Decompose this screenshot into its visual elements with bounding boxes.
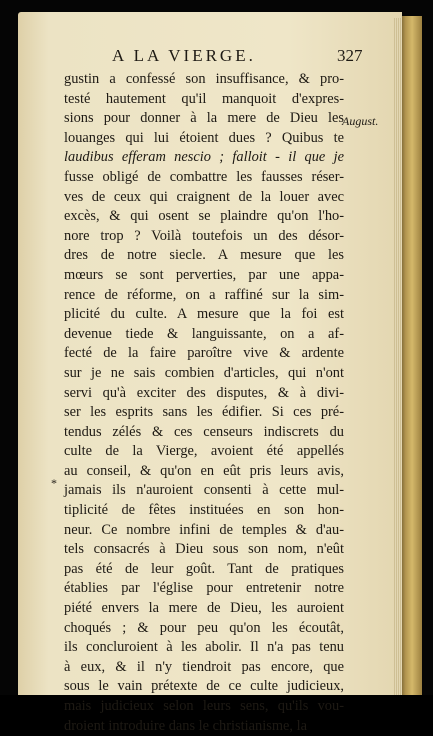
text-line: gustin a confessé son insuffisance, & pro- bbox=[64, 71, 344, 87]
text-line: tendus zélés & ces censeurs indiscrets du bbox=[64, 423, 344, 440]
text-line: ser les esprits sans les édifier. Si ces pré- bbox=[64, 404, 344, 421]
body-text bbox=[64, 70, 344, 736]
text-line: piété envers la mere de Dieu, les auroient bbox=[64, 600, 344, 617]
text-line: neur. Ce nombre infini de temples & d'au- bbox=[64, 521, 344, 538]
text-line: ves de ceux qui craignent de la louer avec bbox=[64, 188, 344, 205]
text-line: plicité du culte. A mesure que la foi est bbox=[64, 306, 344, 323]
text-line: à eux, & il n'y tiendroit pas encore, que bbox=[64, 658, 344, 675]
text-line: tels consacrés à Dieu sous son nom, n'eût bbox=[64, 541, 344, 558]
page-edges bbox=[394, 18, 402, 695]
text-line: rence de réforme, on a raffiné sur la sim- bbox=[64, 286, 344, 303]
text-line: établies par l'église pour entretenir notre bbox=[64, 580, 344, 597]
text-line: servi qu'à exciter des disputes, & à divi- bbox=[64, 384, 344, 401]
text-line: laudibus efferam nescio ; falloit - il que je bbox=[64, 149, 344, 166]
text-line: au conseil, & qu'on en eût pris leurs avis, bbox=[64, 462, 344, 479]
text-line: nore trop ? Voilà toutefois un des désor- bbox=[64, 227, 344, 244]
text-line: testé hautement qu'il manquoit d'expres- bbox=[64, 90, 344, 107]
text-line: excès, & qui osent se plaindre qu'on l'ho- bbox=[64, 208, 344, 225]
text-line: tiplicité de fêtes instituées en son hon- bbox=[64, 502, 344, 519]
text-line: louanges qui lui étoient dues ? Quibus te bbox=[64, 129, 344, 146]
running-title: A LA VIERGE. bbox=[112, 46, 256, 65]
text-line: mœurs se sont perverties, par une appa- bbox=[64, 266, 344, 283]
text-line: sions pour donner à la mere de Dieu les bbox=[64, 110, 344, 127]
text-line: jamais ils n'auroient consenti à cette mul- bbox=[64, 482, 344, 499]
text-line: devenue tiede & languissante, on a af- bbox=[64, 325, 344, 342]
text-line: fecté de la faire paroître vive & ardente bbox=[64, 345, 344, 362]
text-line: mais judicieux selon leurs sens, qu'ils vou- bbox=[64, 698, 344, 714]
margin-note: August. bbox=[342, 114, 379, 128]
text-line: culte de la Vierge, avoient été appellés bbox=[64, 443, 344, 460]
text-line: droient introduire dans le christianisme, la bbox=[64, 717, 307, 734]
text-line: ils concluroient à les abolir. Il n'a pas tenu bbox=[64, 639, 344, 656]
text-line: sur je ne sais combien d'articles, qui n'ont bbox=[64, 364, 344, 381]
asterisk-mark: * bbox=[51, 476, 57, 490]
book-edge bbox=[400, 16, 422, 695]
page-header bbox=[112, 46, 402, 72]
page-number: 327 bbox=[337, 46, 363, 65]
text-line: fusse obligé de combattre les fausses réser- bbox=[64, 168, 344, 185]
text-line: dres de notre siecle. A mesure que les bbox=[64, 247, 344, 264]
text-line: pas été de leur goût. Tant de pratiques bbox=[64, 560, 344, 577]
text-line: choqués ; & pour peu qu'on les écoutât, bbox=[64, 619, 344, 636]
text-line: sous le vain prétexte de ce culte judicieux, bbox=[64, 678, 344, 695]
